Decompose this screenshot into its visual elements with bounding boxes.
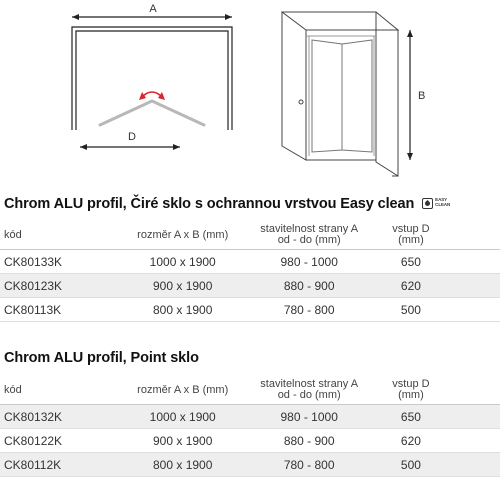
- header-entry: vstup D (mm): [381, 221, 441, 250]
- cell-size: 900 x 1900: [128, 429, 237, 453]
- header-size: rozměr A x B (mm): [128, 376, 237, 405]
- drop-icon: [422, 198, 433, 209]
- cell-adjustability: 980 - 1000: [237, 250, 381, 274]
- header-spacer: [441, 221, 500, 250]
- label-d: D: [128, 131, 136, 143]
- cell-entry: 620: [381, 274, 441, 298]
- cell-size: 800 x 1900: [128, 298, 237, 322]
- header-code: kód: [0, 376, 128, 405]
- cell-entry: 500: [381, 453, 441, 477]
- table-row: [0, 250, 500, 274]
- easy-clean-icon: [422, 197, 451, 211]
- swing-arrow-icon: [139, 92, 165, 100]
- table-row: [0, 429, 500, 453]
- easy-clean-badge-text: EASY CLEAN: [435, 197, 451, 208]
- cell-adjustability: 780 - 800: [237, 298, 381, 322]
- header-adjustability: stavitelnost strany A od - do (mm): [237, 376, 381, 405]
- cell-adjustability: 780 - 800: [237, 453, 381, 477]
- cell-size: 1000 x 1900: [128, 250, 237, 274]
- spec-table-easy-clean: [0, 221, 500, 322]
- table-row: [0, 298, 500, 322]
- table-row: [0, 405, 500, 429]
- section-title-text: Chrom ALU profil, Čiré sklo s ochrannou vrstvou Easy clean: [4, 196, 415, 212]
- table-row: [0, 274, 500, 298]
- header-spacer: [441, 376, 500, 405]
- cell-size: 800 x 1900: [128, 453, 237, 477]
- technical-drawing: [0, 0, 500, 185]
- label-b: B: [418, 90, 426, 102]
- dimension-a: [72, 3, 232, 20]
- cell-entry: 620: [381, 429, 441, 453]
- enclosure-3d-view: [282, 12, 398, 176]
- cell-adjustability: 980 - 1000: [237, 405, 381, 429]
- header-code: kód: [0, 221, 128, 250]
- header-adjustability: stavitelnost strany A od - do (mm): [237, 221, 381, 250]
- header-entry: vstup D (mm): [381, 376, 441, 405]
- cell-adjustability: 880 - 900: [237, 429, 381, 453]
- spec-table-point-glass: [0, 376, 500, 477]
- cell-entry: 650: [381, 250, 441, 274]
- cell-code: CK80112K: [0, 453, 128, 477]
- cell-adjustability: 880 - 900: [237, 274, 381, 298]
- plan-walls: [72, 27, 232, 130]
- cell-size: 900 x 1900: [128, 274, 237, 298]
- cell-entry: 650: [381, 405, 441, 429]
- cell-code: CK80123K: [0, 274, 128, 298]
- dimension-b: [407, 30, 425, 160]
- cell-code: CK80122K: [0, 429, 128, 453]
- cell-entry: 500: [381, 298, 441, 322]
- label-a: A: [149, 3, 157, 15]
- dimension-d: [80, 131, 180, 150]
- header-size: rozměr A x B (mm): [128, 221, 237, 250]
- plan-doors: [100, 101, 204, 125]
- cell-code: CK80113K: [0, 298, 128, 322]
- table-header-row: [0, 376, 500, 405]
- section-title-text: Chrom ALU profil, Point sklo: [4, 350, 199, 366]
- section-title-point-glass: [4, 350, 199, 366]
- cell-size: 1000 x 1900: [128, 405, 237, 429]
- table-header-row: [0, 221, 500, 250]
- cell-code: CK80133K: [0, 250, 128, 274]
- section-title-easy-clean: [4, 196, 451, 212]
- cell-code: CK80132K: [0, 405, 128, 429]
